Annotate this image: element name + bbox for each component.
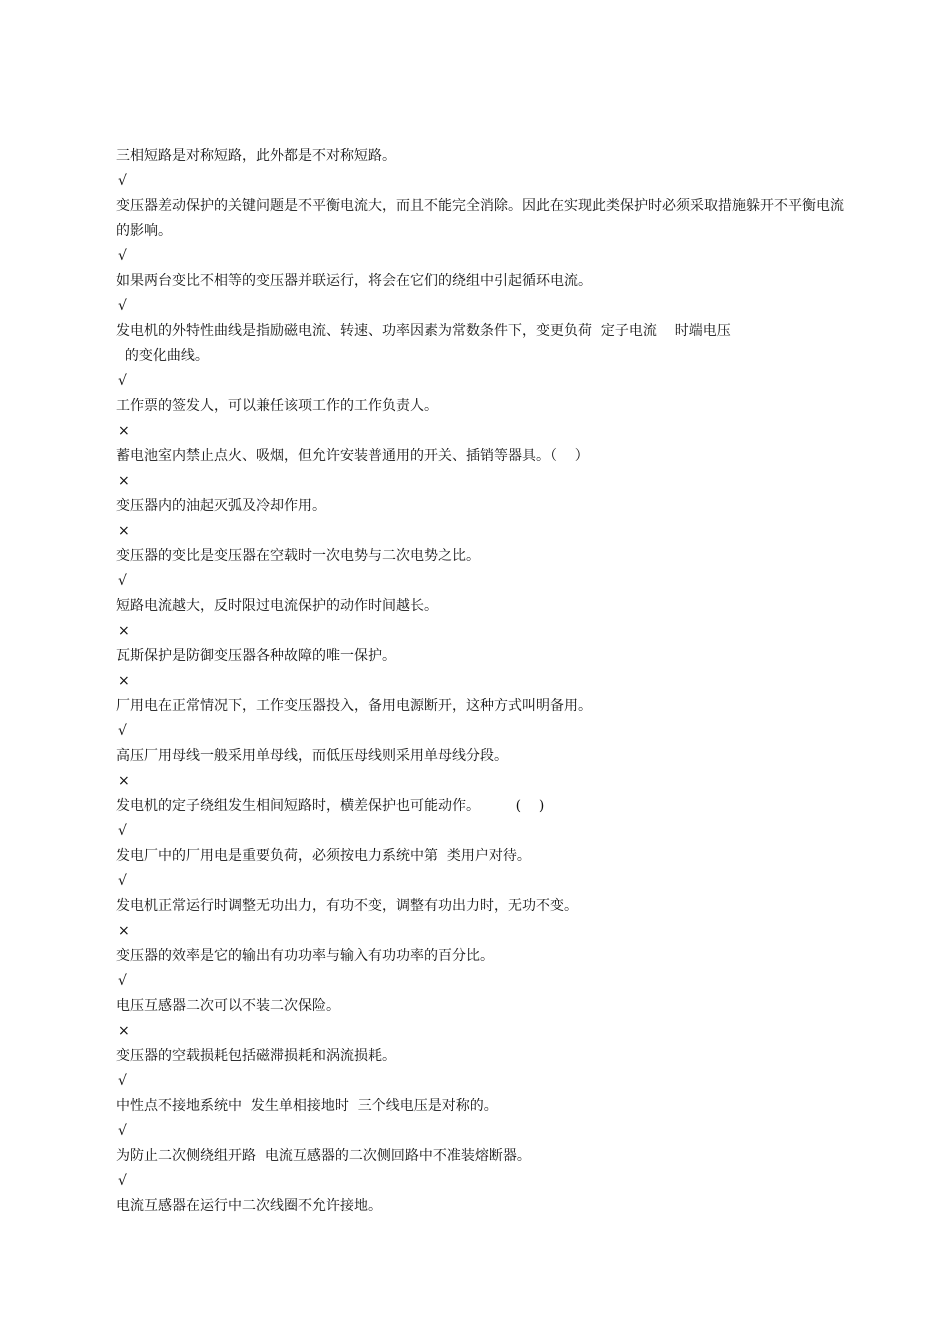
- question-text: 发电机正常运行时调整无功出力，有功不变，调整有功出力时，无功不变。: [116, 898, 578, 914]
- question-item: [116, 744, 846, 794]
- question-text: 中性点不接地系统中 发生单相接地时 三个线电压是对称的。: [116, 1098, 498, 1114]
- answer-mark: ×: [118, 423, 130, 439]
- answer-mark: √: [118, 573, 127, 589]
- question-item: [116, 994, 846, 1044]
- answer-mark: ×: [118, 623, 130, 639]
- answer-mark: √: [118, 1173, 127, 1189]
- question-text: 蓄电池室内禁止点火、吸烟，但允许安装普通用的开关、插销等器具。（ ）: [116, 448, 589, 464]
- answer-mark: √: [118, 1123, 127, 1139]
- question-item: [116, 444, 846, 494]
- question-item: [116, 194, 846, 269]
- question-text: 工作票的签发人，可以兼任该项工作的工作负责人。: [116, 398, 438, 414]
- question-text: 变压器的空载损耗包括磁滞损耗和涡流损耗。: [116, 1048, 396, 1064]
- answer-mark: √: [118, 823, 127, 839]
- question-item: [116, 794, 846, 844]
- question-text: 电压互感器二次可以不装二次保险。: [116, 998, 340, 1014]
- question-text: 如果两台变比不相等的变压器并联运行，将会在它们的绕组中引起循环电流。: [116, 273, 592, 289]
- answer-mark: √: [118, 248, 127, 264]
- question-text: 短路电流越大，反时限过电流保护的动作时间越长。: [116, 598, 438, 614]
- answer-mark: ×: [118, 773, 130, 789]
- question-text: 三相短路是对称短路，此外都是不对称短路。: [116, 148, 396, 164]
- answer-mark: ×: [118, 473, 130, 489]
- answer-mark: ×: [118, 1023, 130, 1039]
- question-item: [116, 1194, 846, 1219]
- question-text: 发电厂中的厂用电是重要负荷，必须按电力系统中第 类用户对待。: [116, 848, 531, 864]
- question-text: 变压器差动保护的关键问题是不平衡电流大，而且不能完全消除。因此在实现此类保护时必须采取措施躲开不平衡电流的影响。: [116, 198, 844, 239]
- question-text: 瓦斯保护是防御变压器各种故障的唯一保护。: [116, 648, 396, 664]
- answer-mark: ×: [118, 923, 130, 939]
- question-item: [116, 644, 846, 694]
- answer-mark: √: [118, 723, 127, 739]
- answer-mark: ×: [118, 523, 130, 539]
- question-text: 电流互感器在运行中二次线圈不允许接地。: [116, 1198, 382, 1214]
- answer-mark: √: [118, 373, 127, 389]
- answer-mark: √: [118, 873, 127, 889]
- question-item: [116, 894, 846, 944]
- document-body: [116, 144, 846, 1219]
- question-text: 变压器的效率是它的输出有功功率与输入有功功率的百分比。: [116, 948, 494, 964]
- question-item: [116, 1044, 846, 1094]
- question-item: [116, 944, 846, 994]
- question-item: [116, 544, 846, 594]
- question-text: 发电机的外特性曲线是指励磁电流、转速、功率因素为常数条件下，变更负荷 定子电流 时端电压 的变化曲线。: [116, 323, 731, 364]
- question-item: [116, 269, 846, 319]
- answer-mark: ×: [118, 673, 130, 689]
- answer-mark: √: [118, 1073, 127, 1089]
- answer-mark: √: [118, 298, 127, 314]
- question-text: 厂用电在正常情况下，工作变压器投入，备用电源断开，这种方式叫明备用。: [116, 698, 592, 714]
- question-item: [116, 319, 846, 394]
- question-text: 高压厂用母线一般采用单母线，而低压母线则采用单母线分段。: [116, 748, 508, 764]
- question-item: [116, 694, 846, 744]
- question-item: [116, 1144, 846, 1194]
- question-item: [116, 594, 846, 644]
- question-text: 发电机的定子绕组发生相间短路时，横差保护也可能动作。 ( ): [116, 798, 545, 814]
- question-text: 变压器的变比是变压器在空载时一次电势与二次电势之比。: [116, 548, 480, 564]
- question-text: 变压器内的油起灭弧及冷却作用。: [116, 498, 326, 514]
- question-item: [116, 494, 846, 544]
- answer-mark: √: [118, 173, 127, 189]
- question-item: [116, 394, 846, 444]
- question-item: [116, 844, 846, 894]
- question-text: 为防止二次侧绕组开路 电流互感器的二次侧回路中不准装熔断器。: [116, 1148, 531, 1164]
- question-item: [116, 144, 846, 194]
- question-item: [116, 1094, 846, 1144]
- answer-mark: √: [118, 973, 127, 989]
